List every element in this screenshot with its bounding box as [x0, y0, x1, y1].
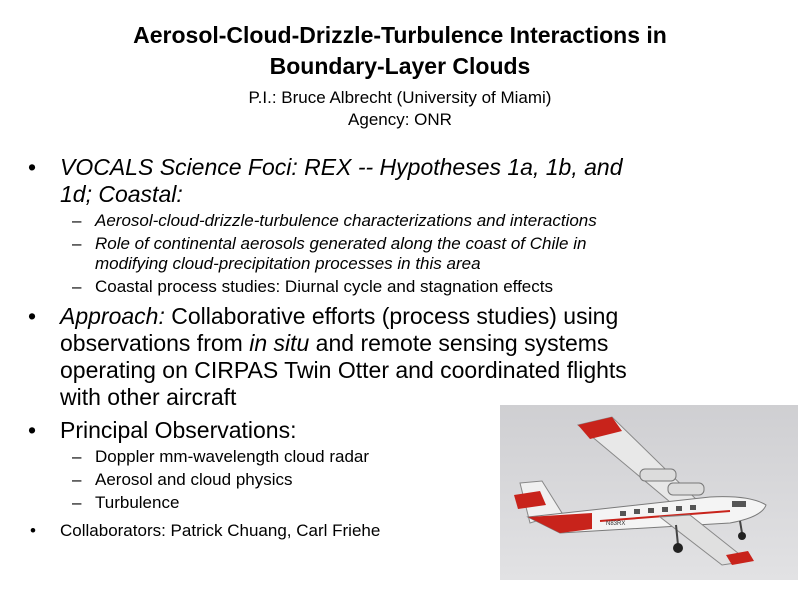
bullet-text-line: operating on CIRPAS Twin Otter and coordinated flights	[60, 357, 627, 383]
sub-marker: –	[72, 234, 82, 253]
sub-marker: –	[72, 493, 82, 512]
approach-lead: Approach:	[60, 303, 165, 329]
sub-marker: –	[72, 447, 82, 466]
bullet-marker: •	[30, 521, 36, 540]
bullet-marker: •	[28, 154, 37, 180]
sub-bullet	[0, 234, 800, 274]
bullet-text-line: Collaborators: Patrick Chuang, Carl Friehe	[60, 521, 381, 540]
wheel	[738, 532, 746, 540]
sub-bullet-text: Coastal process studies: Diurnal cycle and stagnation effects	[95, 277, 553, 296]
agency-line: Agency: ONR	[348, 110, 452, 129]
bullet-marker: •	[28, 417, 37, 443]
sub-bullet-text: Aerosol-cloud-drizzle-turbulence characterizations and interactions	[95, 211, 597, 230]
sub-marker: –	[72, 470, 82, 489]
sub-bullet-text: Aerosol and cloud physics	[95, 470, 293, 489]
bullet-text-line	[60, 303, 800, 330]
approach-text: observations from	[60, 330, 250, 356]
pi-line: P.I.: Bruce Albrecht (University of Miami)	[248, 88, 552, 107]
bullet-text-line	[60, 330, 800, 357]
bullet-marker: •	[28, 303, 37, 329]
title-line-2: Boundary-Layer Clouds	[269, 53, 531, 79]
wheel	[673, 543, 683, 553]
bullet-text-line: 1d; Coastal:	[60, 181, 183, 207]
sub-bullet-text: Turbulence	[95, 493, 180, 512]
engine-nacelle	[640, 469, 676, 481]
sub-bullet	[0, 211, 800, 231]
bullet-text-line: Principal Observations:	[60, 417, 297, 443]
bullet-text-line: VOCALS Science Foci: REX -- Hypotheses 1a, 1b, and	[60, 154, 623, 180]
sub-bullet-text: Doppler mm-wavelength cloud radar	[95, 447, 370, 466]
approach-text: and remote sensing systems	[309, 330, 609, 356]
engine-nacelle	[668, 483, 704, 495]
bullet-approach	[0, 303, 800, 411]
bullet-vocals-foci	[0, 154, 800, 208]
sub-bullet	[0, 277, 800, 297]
tail-number: N83RX	[606, 521, 626, 527]
in-situ-text: in situ	[249, 330, 310, 356]
slide-title	[0, 20, 800, 82]
sub-marker: –	[72, 277, 82, 296]
aircraft-image	[500, 405, 798, 580]
approach-rest: Collaborative efforts (process studies) using	[164, 303, 619, 329]
twin-otter-photo	[500, 405, 798, 580]
bullet-text-line: with other aircraft	[60, 384, 237, 410]
sub-bullet-text: modifying cloud-precipitation processes in this area	[95, 254, 481, 273]
title-line-1: Aerosol-Cloud-Drizzle-Turbulence Interactions in	[133, 22, 667, 48]
sub-bullet-text: Role of continental aerosols generated along the coast of Chile in	[95, 234, 587, 253]
sub-marker: –	[72, 211, 82, 230]
